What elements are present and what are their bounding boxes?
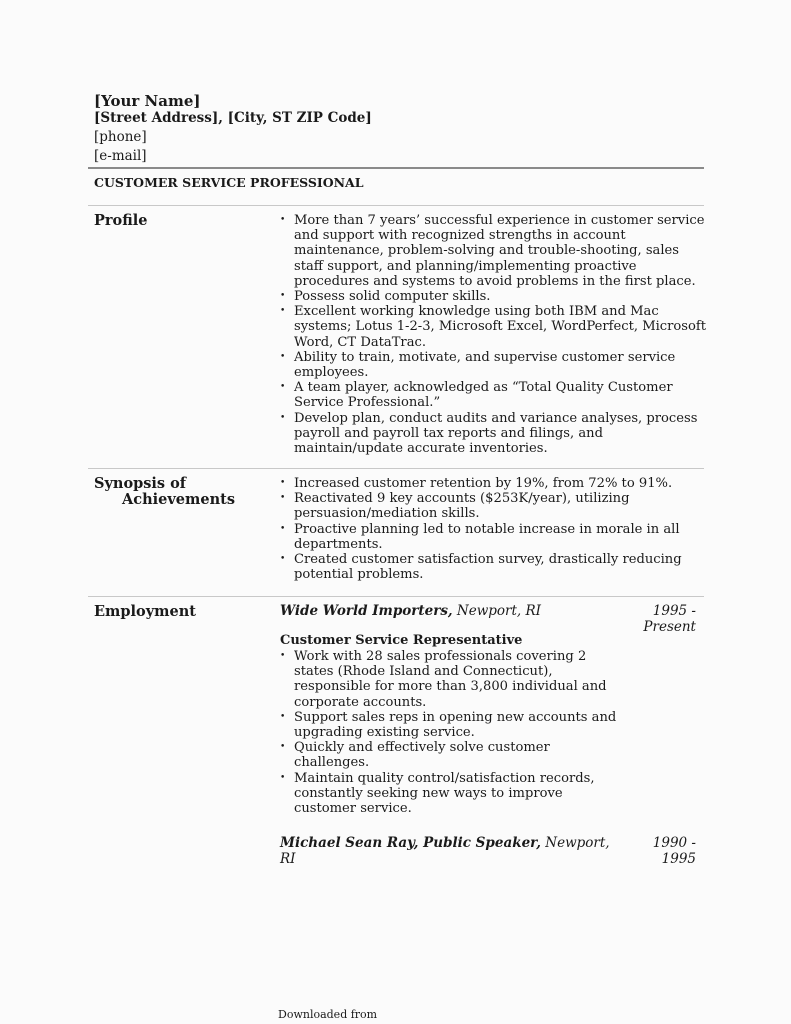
resume-name: [Your Name] — [94, 92, 201, 110]
list-item: • Develop plan, conduct audits and variance analyses, process payroll and payroll tax reports and filings, and maintain/update accurate inventories. — [280, 411, 710, 457]
job-years-start: 1990 - — [652, 835, 696, 851]
resume-email: [e-mail] — [94, 148, 147, 164]
company-location: Newport, RI — [280, 835, 610, 867]
list-item: • Excellent working knowledge using both IBM and Mac systems; Lotus 1-2-3, Microsoft Excel, WordPerfect, Microsoft Word, CT DataTrac. — [280, 304, 710, 350]
list-item: • Work with 28 sales professionals covering 2 states (Rhode Island and Connecticut), responsible for more than 3,800 individual and corporate accounts. — [280, 649, 620, 710]
job-years-end: 1995 — [661, 851, 696, 867]
job-title: Customer Service Representative — [280, 633, 523, 648]
resume-address: [Street Address], [City, ST ZIP Code] — [94, 110, 372, 126]
list-item: • Proactive planning led to notable increase in morale in all departments. — [280, 522, 710, 552]
list-item: • Increased customer retention by 19%, from 72% to 91%. — [280, 476, 710, 491]
list-item: • Support sales reps in opening new accounts and upgrading existing service. — [280, 710, 620, 740]
achievements-list — [280, 476, 710, 582]
section-divider — [88, 596, 704, 597]
job-company — [280, 835, 625, 867]
header-divider — [88, 167, 704, 169]
achievements-heading-line2: Achievements — [122, 491, 235, 508]
job-years-start: 1995 - — [652, 603, 696, 619]
section-divider — [88, 468, 704, 469]
list-item: • More than 7 years’ successful experience in customer service and support with recognized strengths in account maintenance, problem-solving and trouble-shooting, sales staff support, and planning/implementing proactive procedures and systems to avoid problems in the first place. — [280, 213, 710, 289]
section-divider — [88, 205, 704, 206]
company-name: Wide World Importers, — [280, 603, 453, 619]
list-item: • Created customer satisfaction survey, drastically reducing potential problems. — [280, 552, 710, 582]
list-item: • Possess solid computer skills. — [280, 289, 710, 304]
footer-text: Downloaded from — [278, 1008, 378, 1021]
job-years — [606, 835, 696, 867]
resume-phone: [phone] — [94, 129, 147, 145]
section-heading-achievements — [94, 476, 235, 508]
list-item: • Reactivated 9 key accounts ($253K/year), utilizing persuasion/mediation skills. — [280, 491, 710, 521]
job-years — [606, 603, 696, 635]
list-item: • Maintain quality control/satisfaction records, constantly seeking new ways to improve customer service. — [280, 771, 620, 817]
job-company — [280, 603, 610, 619]
list-item: • Ability to train, motivate, and supervise customer service employees. — [280, 350, 710, 380]
job-duties-list — [280, 649, 620, 816]
section-heading-profile: Profile — [94, 212, 148, 229]
objective-title: CUSTOMER SERVICE PROFESSIONAL — [94, 175, 364, 190]
section-heading-employment: Employment — [94, 603, 196, 620]
job-years-end: Present — [643, 619, 696, 635]
list-item: • Quickly and effectively solve customer challenges. — [280, 740, 620, 770]
company-name: Michael Sean Ray, Public Speaker, — [280, 835, 541, 851]
list-item: • A team player, acknowledged as “Total Quality Customer Service Professional.” — [280, 380, 710, 410]
achievements-heading-line1: Synopsis of — [94, 475, 187, 492]
profile-list — [280, 213, 710, 456]
company-location: Newport, RI — [452, 603, 542, 619]
